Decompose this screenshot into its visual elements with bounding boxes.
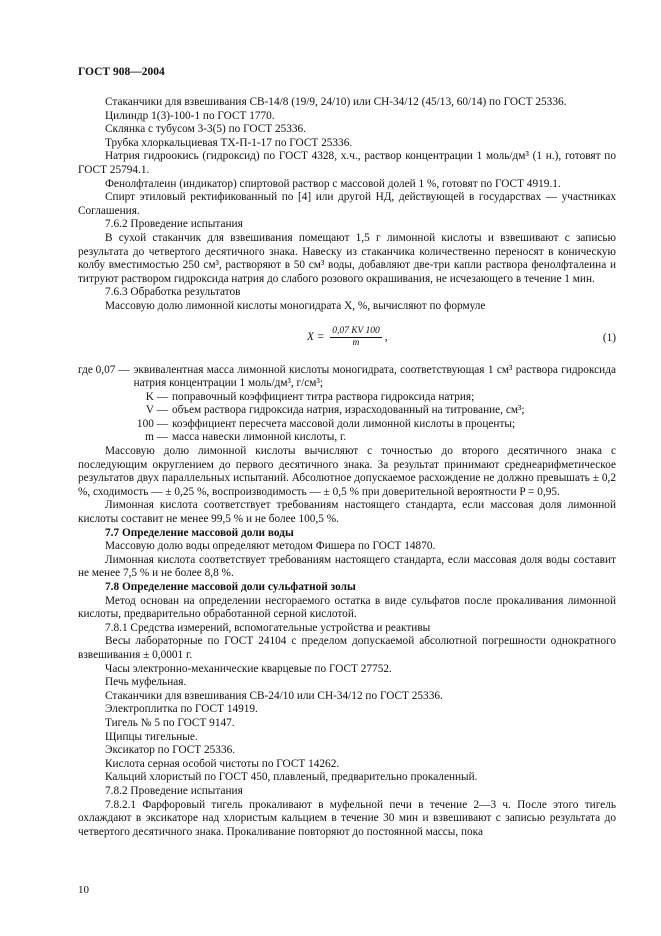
legend-symbol: K —: [145, 390, 168, 403]
paragraph: Массовую долю воды определяют методом Фишера по ГОСТ 14870.: [105, 540, 436, 553]
list-item: Тигель № 5 по ГОСТ 9147.: [105, 716, 235, 729]
legend-text: поправочный коэффициент титра раствора гидроксида натрия;: [172, 390, 475, 403]
page-number: 10: [78, 884, 89, 896]
paragraph: Натрия гидроокись (гидроксид) по ГОСТ 4328, х.ч., раствор концентрации 1 моль/дм³ (1 н.), готовят по ГОСТ 25794.1.: [78, 150, 616, 176]
paragraph: В сухой стаканчик для взвешивания помещают 1,5 г лимонной кислоты и взвешивают с записью результата до четвертого десятичного знака. Навеску из стаканчика количественно переносят в коническую колбу вместимостью 250 см³, растворяют в 50 см³ воды, добавляют две-три капли раствора фенолфталеина и титруют раствором гидроксида натрия до слабого розового окрашивания, не исчезающего в течение 1 мин.: [78, 231, 616, 285]
paragraph: Лимонная кислота соответствует требованиям настоящего стандарта, если массовая доля воды составит не менее 7,5 % и не более 8,8 %.: [78, 553, 616, 580]
list-item: Кальций хлористый по ГОСТ 450, плавленый, предварительно прокаленный.: [105, 771, 478, 784]
section-heading: 7.8.1 Средства измерений, вспомогательные устройства и реактивы: [105, 621, 431, 634]
document-body: [78, 96, 616, 839]
formula-lhs: X =: [307, 330, 325, 343]
paragraph: Весы лабораторные по ГОСТ 24104 с пределом допускаемой абсолютной погрешности однократного взвешивания ± 0,0001 г.: [78, 635, 616, 661]
legend-row: [78, 431, 616, 445]
paragraph: Спирт этиловый ректификованный по [4] или другой НД, действующей в государствах — участниках Соглашения.: [78, 191, 616, 217]
formula-tail: ,: [384, 330, 388, 343]
list-item: Часы электронно-механические кварцевые по ГОСТ 27752.: [105, 662, 392, 675]
section-heading: 7.8 Определение массовой доли сульфатной золы: [105, 581, 356, 593]
legend-text: эквивалентная масса лимонной кислоты моногидрата, соответствующая 1 см³ раствора гидроксида натрия концентрации 1 моль/дм³, г/см³;: [133, 363, 616, 390]
legend-symbol: 100 —: [136, 417, 168, 430]
legend-row: [78, 391, 616, 405]
list-item: Кислота серная особой чистоты по ГОСТ 14262.: [105, 757, 340, 770]
paragraph: Стаканчики для взвешивания СВ-14/8 (19/9, 24/10) или СН-34/12 (45/13, 60/14) по ГОСТ 25336.: [105, 96, 567, 108]
legend-text: объем раствора гидроксида натрия, израсходованный на титрование, см³;: [172, 404, 525, 417]
paragraph: Фенолфталеин (индикатор) спиртовой раствор с массовой долей 1 %, готовят по ГОСТ 4919.1.: [105, 177, 561, 190]
list-item: Электроплитка по ГОСТ 14919.: [105, 703, 258, 716]
section-heading: 7.6.2 Проведение испытания: [105, 218, 243, 231]
section-heading: 7.8.2 Проведение испытания: [105, 784, 243, 797]
paragraph: Массовую долю лимонной кислоты моногидрата X, %, вычисляют по формуле: [105, 299, 486, 312]
list-item: Щипцы тигельные.: [105, 730, 198, 743]
legend-row: [78, 404, 616, 418]
formula-block: [78, 320, 616, 360]
list-item: Эксикатор по ГОСТ 25336.: [105, 744, 236, 757]
formula-number: (1): [602, 331, 616, 344]
formula-denominator: m: [352, 337, 360, 348]
paragraph: Лимонная кислота соответствует требованиям настоящего стандарта, если массовая доля лимонной кислоты составит не менее 99,5 % и не более 100,5 %.: [78, 499, 616, 526]
legend-symbol: m —: [145, 431, 168, 444]
legend-row: [78, 364, 616, 391]
legend-text: масса навески лимонной кислоты, г.: [172, 431, 347, 444]
list-item: Стаканчики для взвешивания СВ-24/10 или СН-34/12 по ГОСТ 25336.: [105, 689, 443, 702]
paragraph: Трубка хлоркальциевая ТХ-П-1-17 по ГОСТ 25336.: [105, 136, 353, 149]
paragraph: Метод основан на определении несгораемого остатка в виде сульфатов после прокаливания лимонной кислоты, предварительно обработанной серной кислотой.: [78, 594, 616, 621]
section-heading: 7.7 Определение массовой доли воды: [105, 526, 294, 539]
paragraph: 7.8.2.1 Фарфоровый тигель прокаливают в муфельной печи в течение 2—3 ч. После этого тигель охлаждают в эксикаторе над хлористым кальцием в течение 30 мин и взвешивают с записью результата до четвертого десятичного знака. Прокаливание повторяют до постоянной массы, пока: [78, 798, 616, 838]
section-heading: 7.6.3 Обработка результатов: [105, 286, 241, 299]
document-header: ГОСТ 908—2004: [78, 66, 165, 78]
paragraph: Цилиндр 1(3)-100-1 по ГОСТ 1770.: [105, 109, 275, 122]
list-item: Печь муфельная.: [105, 676, 187, 689]
legend-text: коэффициент пересчета массовой доли лимонной кислоты в проценты;: [172, 417, 516, 430]
formula-numerator: 0,07 KV 100: [332, 325, 380, 336]
formula-fraction: [330, 326, 382, 349]
paragraph: Массовую долю лимонной кислоты вычисляют с точностью до второго десятичного знака с последующим округлением до первого десятичного знака. За результат принимают среднеарифметическое результатов двух параллельных испытаний. Абсолютное допускаемое расхождение не должно превышать ± 0,2 %, сходимость — ± 0,25 %, воспроизводимость — ± 0,5 % при доверительной вероятности P = 0,95.: [78, 445, 616, 498]
legend-symbol: где 0,07 —: [78, 363, 130, 376]
legend-symbol: V —: [145, 404, 168, 417]
formula: [307, 326, 388, 349]
legend-row: [78, 418, 616, 432]
paragraph: Склянка с тубусом 3-3(5) по ГОСТ 25336.: [105, 123, 307, 136]
